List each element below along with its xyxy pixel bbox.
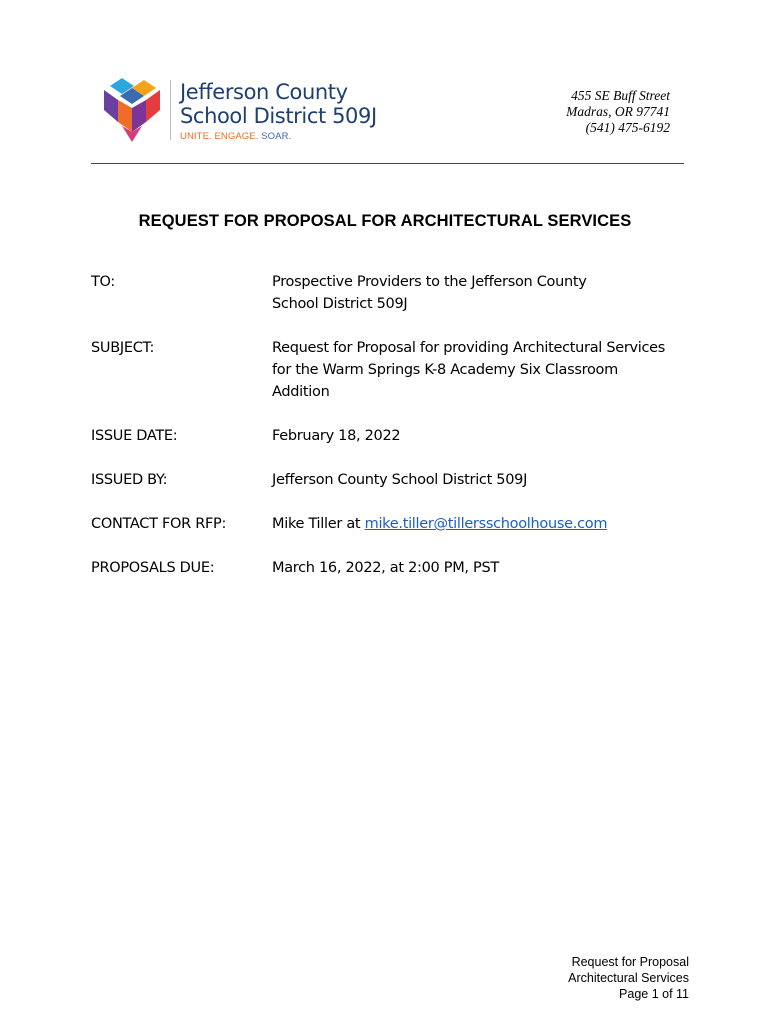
address-street: 455 SE Buff Street (571, 88, 670, 103)
field-contact-label: CONTACT FOR RFP: (91, 516, 227, 532)
field-proposals-due-value: March 16, 2022, at 2:00 PM, PST (272, 560, 499, 576)
page-footer (568, 954, 689, 1002)
field-to-value-line1: Prospective Providers to the Jefferson County (272, 274, 587, 290)
contact-name: Mike Tiller at (272, 516, 365, 532)
district-logo (104, 76, 377, 146)
logo-tagline-part2: SOAR. (258, 131, 292, 142)
document-title: REQUEST FOR PROPOSAL FOR ARCHITECTURAL SERVICES (138, 212, 632, 230)
logo-district-name-line1: Jefferson County (180, 80, 348, 104)
field-subject (91, 337, 691, 403)
field-issue-date-label: ISSUE DATE: (91, 428, 178, 444)
footer-page-number: Page 1 of 11 (619, 987, 689, 1001)
field-to-label: TO: (91, 274, 116, 290)
field-to-value (272, 271, 692, 315)
field-issue-date (91, 425, 691, 447)
logo-tagline-part1: UNITE. ENGAGE. (180, 131, 259, 142)
address-city: Madras, OR 97741 (566, 104, 670, 119)
field-proposals-due (91, 557, 691, 579)
logo-divider (170, 80, 171, 140)
district-address (566, 88, 670, 136)
field-contact-value (272, 513, 692, 535)
field-proposals-due-label: PROPOSALS DUE: (91, 560, 215, 576)
address-phone: (541) 475-6192 (585, 120, 670, 135)
district-logo-mark-icon (104, 78, 160, 142)
field-subject-label: SUBJECT: (91, 340, 155, 356)
field-contact (91, 513, 691, 535)
logo-district-name-line2: School District 509J (180, 104, 377, 128)
footer-doc-title: Request for Proposal (571, 955, 689, 969)
field-issue-date-value: February 18, 2022 (272, 428, 401, 444)
field-subject-value (272, 337, 692, 403)
field-issued-by (91, 469, 691, 491)
field-issued-by-label: ISSUED BY: (91, 472, 168, 488)
field-to-value-line2: School District 509J (272, 296, 408, 312)
header-divider (91, 163, 684, 164)
field-subject-value-line1: Request for Proposal for providing Architectural Services (272, 340, 666, 356)
rfp-fields (91, 271, 691, 579)
field-issued-by-value: Jefferson County School District 509J (272, 472, 528, 488)
field-subject-value-line2: for the Warm Springs K-8 Academy Six Classroom (272, 362, 618, 378)
logo-tagline (180, 131, 291, 142)
footer-doc-subtitle: Architectural Services (568, 971, 689, 985)
contact-email-link[interactable]: mike.tiller@tillersschoolhouse.com (364, 516, 608, 532)
field-to (91, 271, 691, 315)
field-subject-value-line3: Addition (272, 384, 330, 400)
